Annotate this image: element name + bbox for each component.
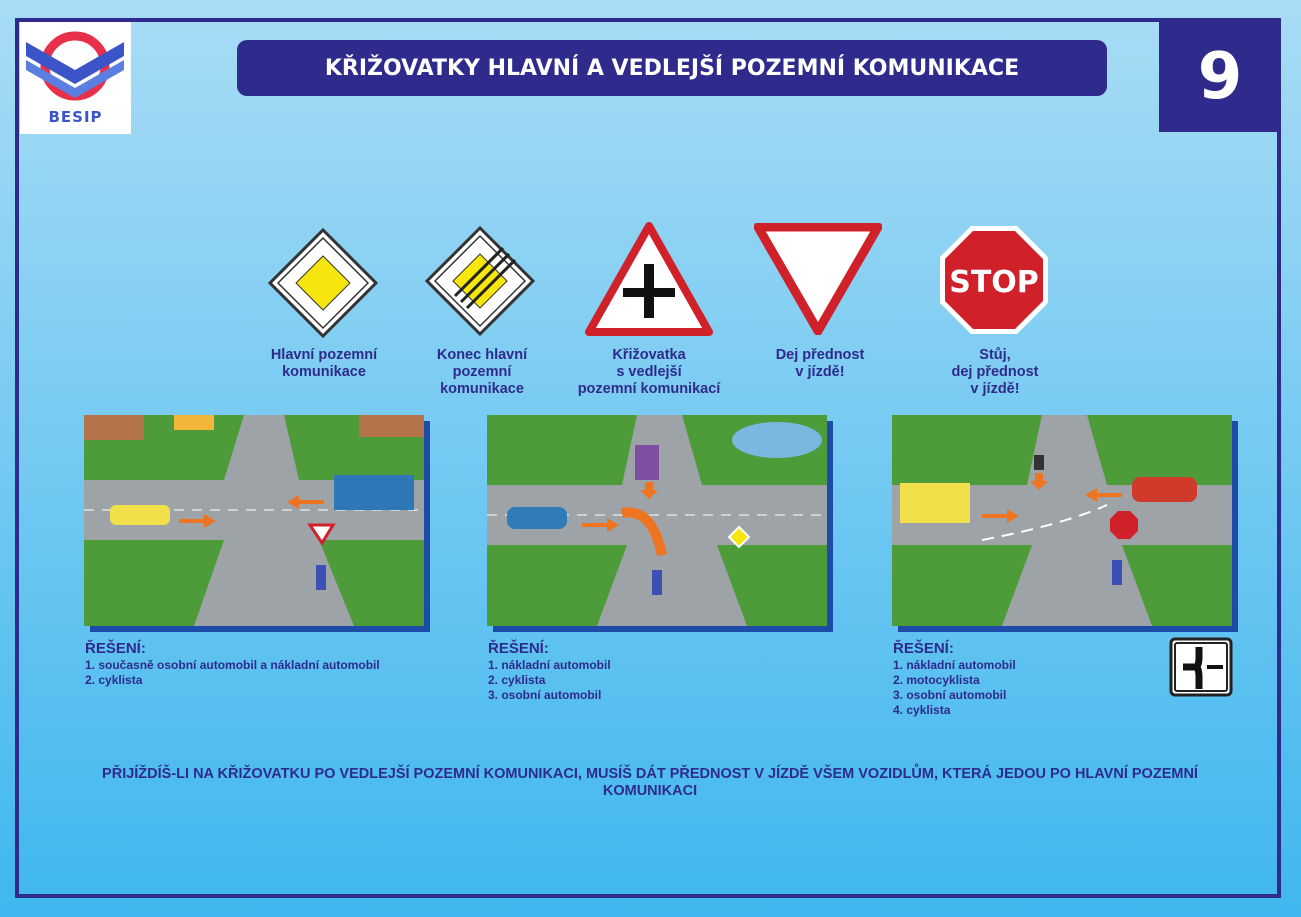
car-icon <box>507 507 567 529</box>
besip-emblem-icon <box>20 22 131 108</box>
sign-label-main-road: Hlavní pozemní komunikace <box>270 347 378 380</box>
sign-label-stop: Stůj, dej přednost v jízdě! <box>951 347 1039 397</box>
solution-heading-1: ŘEŠENÍ: <box>85 640 146 657</box>
main-road-sign-icon <box>268 228 378 338</box>
solution-list-2 <box>488 658 611 703</box>
intersection-scene-2 <box>487 415 827 626</box>
besip-logo <box>20 22 131 134</box>
cyclist-icon <box>1112 560 1122 585</box>
motorcycle-icon <box>1034 455 1044 470</box>
stop-sign-icon <box>938 224 1050 336</box>
truck-icon <box>334 475 414 510</box>
stop-sign-text: STOP <box>949 265 1039 300</box>
truck-icon <box>635 445 659 480</box>
solution-item: 1. nákladní automobil <box>488 658 611 672</box>
cyclist-icon <box>652 570 662 595</box>
rule-text: PŘIJÍŽDÍŠ-LI NA KŘIŽOVATKU PO VEDLEJŠÍ POZEMNÍ KOMUNIKACI, MUSÍŠ DÁT PŘEDNOST V JÍZDĚ VŠEM VOZIDLŮM, KTERÁ JEDOU PO HLAVNÍ POZEMNÍ KOMUNIKACI <box>102 766 1198 799</box>
cyclist-icon <box>316 565 326 590</box>
solution-item: 2. motocyklista <box>893 673 980 687</box>
main-road-shape-sign-icon <box>1169 637 1233 697</box>
logo-text: BESIP <box>48 108 103 126</box>
solution-list-1 <box>85 658 380 688</box>
solution-item: 2. cyklista <box>85 673 143 687</box>
solution-item: 1. nákladní automobil <box>893 658 1016 672</box>
solution-item: 3. osobní automobil <box>488 688 602 702</box>
end-of-main-road-sign-icon <box>425 226 535 336</box>
truck-icon <box>900 483 970 523</box>
sign-label-end-main-road: Konec hlavní pozemní komunikace <box>436 347 528 397</box>
poster-number: 9 <box>1159 22 1281 132</box>
solution-item: 4. cyklista <box>893 703 951 717</box>
solution-item: 3. osobní automobil <box>893 688 1007 702</box>
sign-label-give-way: Dej přednost v jízdě! <box>775 347 865 380</box>
solution-list-3 <box>893 658 1016 718</box>
crossroad-with-minor-road-sign-icon <box>585 222 713 336</box>
solution-heading-3: ŘEŠENÍ: <box>893 640 954 657</box>
car-icon <box>110 505 170 525</box>
solution-item: 1. současně osobní automobil a nákladní automobil <box>85 658 380 672</box>
solution-heading-2: ŘEŠENÍ: <box>488 640 549 657</box>
sign-label-crossroad: Křižovatka s vedlejší pozemní komunikací <box>577 347 721 397</box>
intersection-scene-3 <box>892 415 1232 626</box>
car-icon <box>1132 477 1197 502</box>
solution-item: 2. cyklista <box>488 673 546 687</box>
give-way-sign-icon <box>754 223 882 335</box>
intersection-scene-1 <box>84 415 424 626</box>
poster-title: KŘIŽOVATKY HLAVNÍ A VEDLEJŠÍ POZEMNÍ KOMUNIKACE <box>237 40 1107 96</box>
